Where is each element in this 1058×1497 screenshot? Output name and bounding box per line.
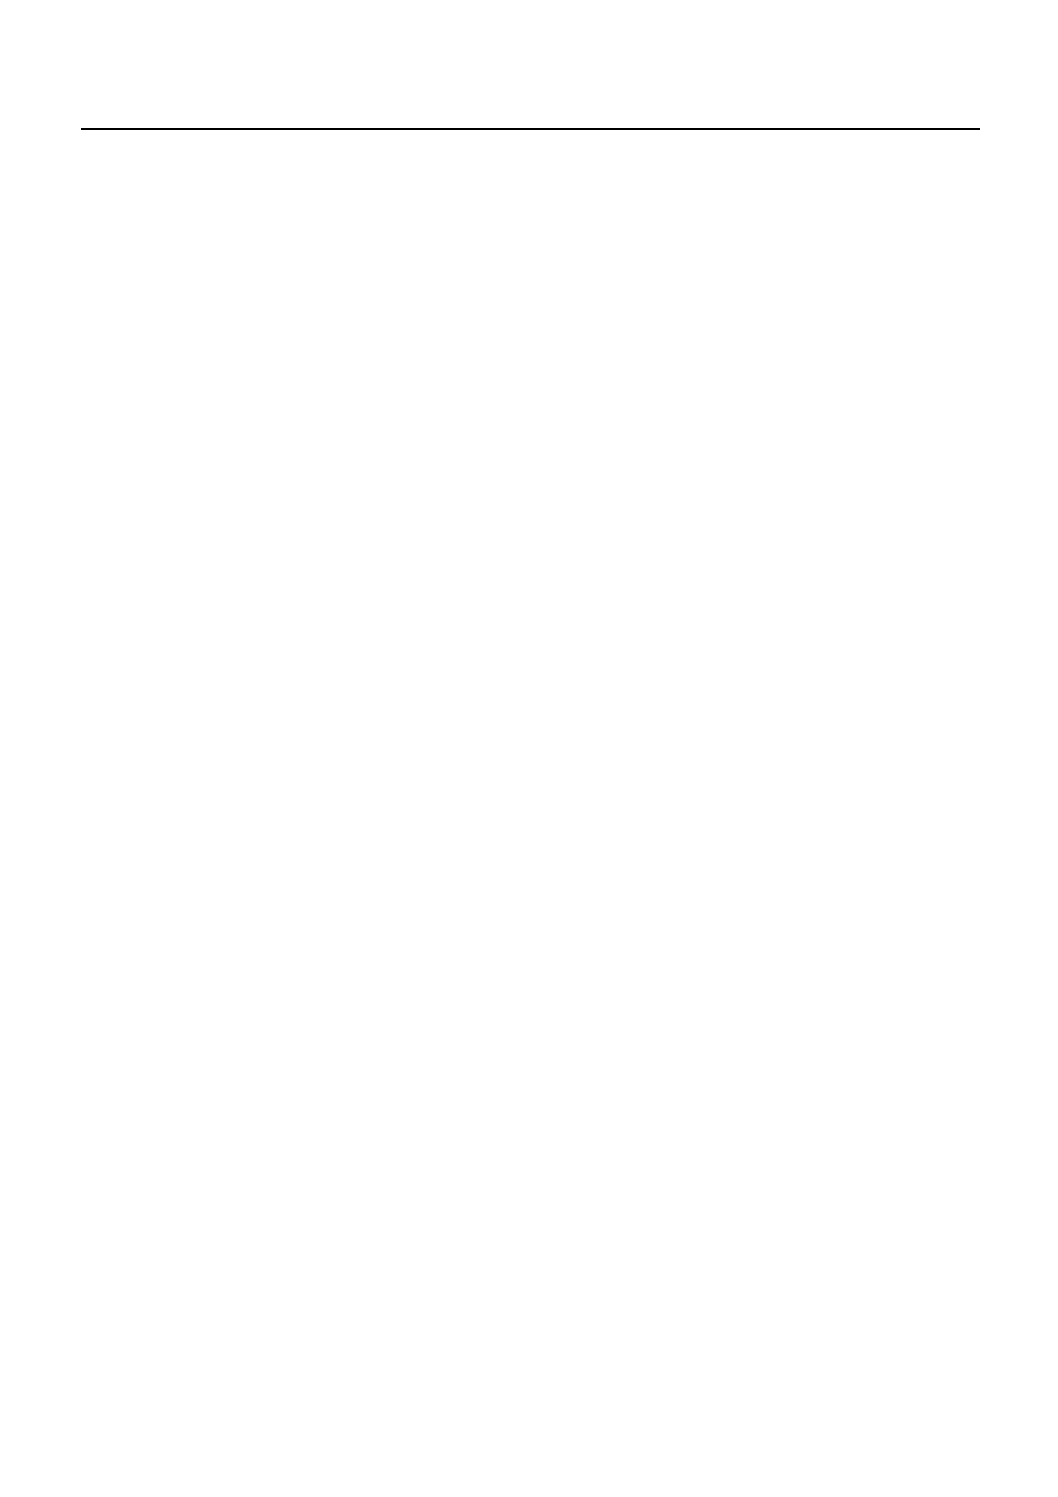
results-table (81, 128, 980, 130)
